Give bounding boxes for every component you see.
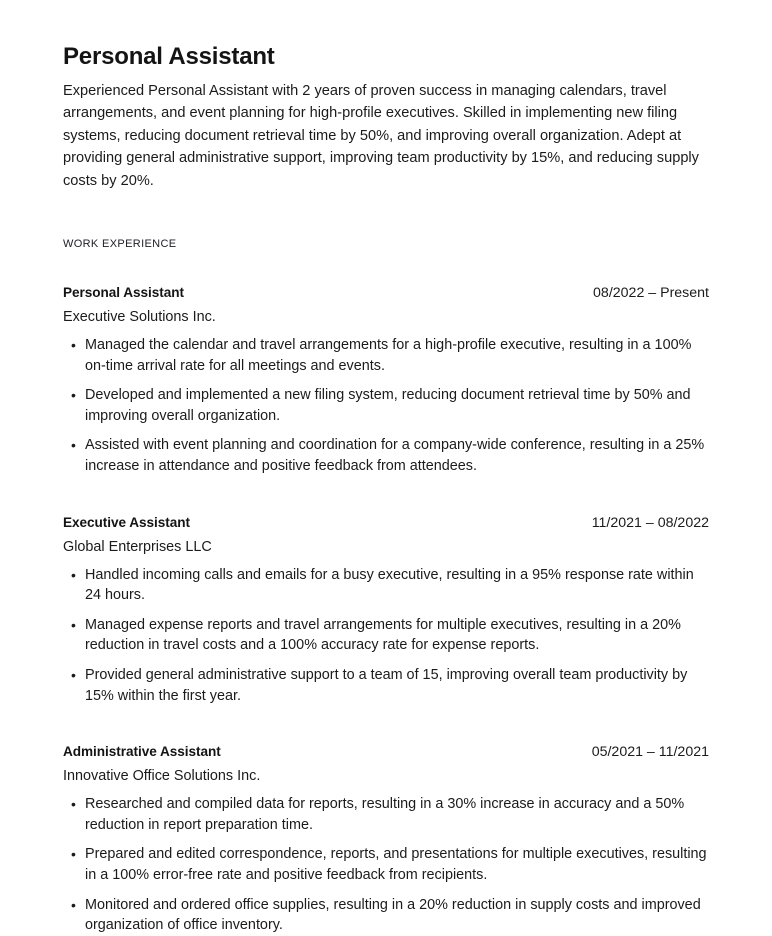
job-dates: 05/2021 – 11/2021: [591, 744, 709, 761]
job-company: Executive Solutions Inc.: [63, 309, 216, 326]
job-bullet: • Managed expense reports and travel arrangements for multiple executives, resulting in a 20% reduction in travel costs and a 100% accuracy rate for expense reports.: [63, 615, 709, 656]
job-entry: [63, 250, 709, 477]
job-bullet: • Monitored and ordered office supplies, resulting in a 20% reduction in supply costs and improved organization of office inventory.: [63, 895, 709, 936]
job-header: [63, 283, 709, 303]
job-bullet: • Researched and compiled data for reports, resulting in a 30% increase in accuracy and a 50% reduction in report preparation time.: [63, 794, 709, 835]
job-bullet: • Handled incoming calls and emails for a busy executive, resulting in a 95% response rate within 24 hours.: [63, 565, 709, 606]
job-dates: 08/2022 – Present: [593, 285, 709, 302]
job-bullet-list: [63, 328, 709, 477]
job-title: Executive Assistant: [63, 514, 190, 530]
job-dates: 11/2021 – 08/2022: [591, 514, 709, 531]
job-bullet-list: [63, 787, 709, 936]
job-entry: [63, 706, 709, 936]
section-heading-work-experience: WORK EXPERIENCE: [63, 238, 177, 251]
job-entry: [63, 477, 709, 707]
page-title: Personal Assistant: [63, 43, 275, 70]
job-bullet: • Developed and implemented a new filing system, reducing document retrieval time by 50% and improving overall organization.: [63, 385, 709, 426]
job-bullet-list: [63, 558, 709, 707]
work-experience-list: [63, 250, 709, 936]
job-company: Innovative Office Solutions Inc.: [63, 768, 261, 785]
job-company: Global Enterprises LLC: [63, 538, 212, 555]
job-title: Administrative Assistant: [63, 744, 221, 760]
professional-summary: Experienced Personal Assistant with 2 years of proven success in managing calendars, travel arrangements, and event planning for high-profile executives. Skilled in implementing new filing systems, reducing document retrieval time by 50%, and improving overall organization. Adept at providing general administrative support, improving team productivity by 15%, and reducing supply costs by 20%.: [63, 83, 699, 189]
job-bullet: • Assisted with event planning and coordination for a company-wide conference, resulting in a 25% increase in attendance and positive feedback from attendees.: [63, 435, 709, 476]
job-bullet: • Provided general administrative support to a team of 15, improving overall team productivity by 15% within the first year.: [63, 665, 709, 706]
job-bullet: • Prepared and edited correspondence, reports, and presentations for multiple executives, resulting in a 100% error-free rate and positive feedback from recipients.: [63, 844, 709, 885]
job-title: Personal Assistant: [63, 285, 184, 301]
job-header: [63, 513, 709, 533]
job-bullet: • Managed the calendar and travel arrangements for a high-profile executive, resulting in a 100% on-time arrival rate for all meetings and events.: [63, 335, 709, 376]
job-header: [63, 742, 709, 762]
